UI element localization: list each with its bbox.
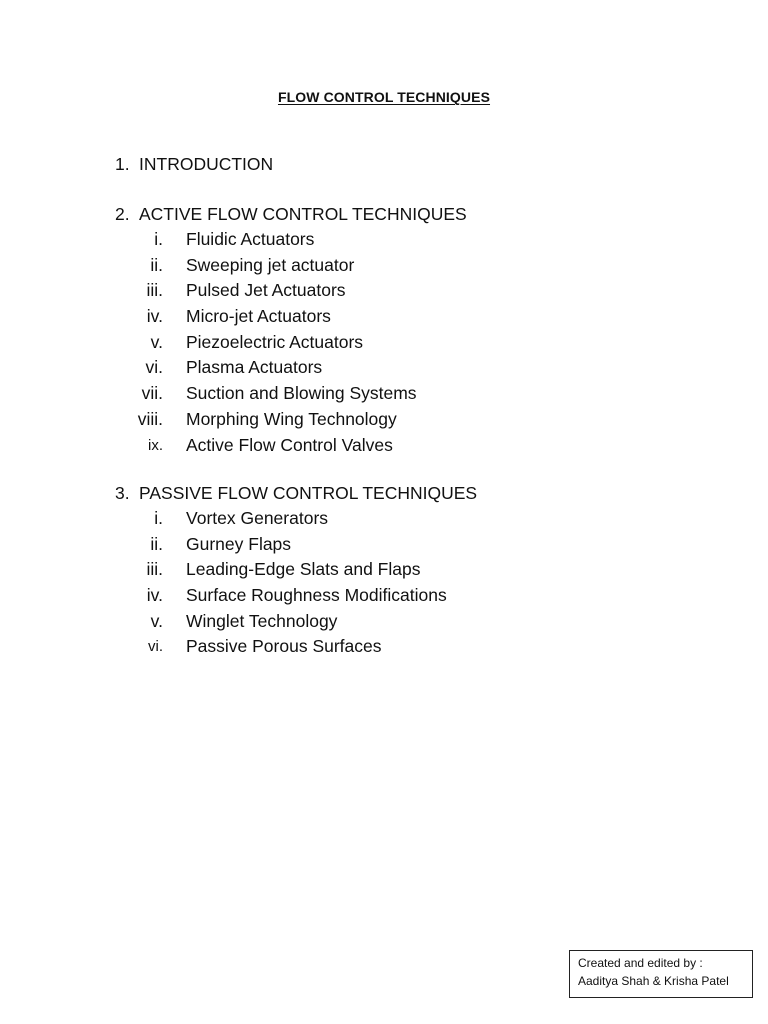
section-heading: [115, 480, 477, 506]
item-label: Piezoelectric Actuators: [186, 331, 364, 352]
item-label: Active Flow Control Valves: [186, 434, 393, 455]
item-numeral: iv.: [146, 306, 163, 327]
item-numeral: ii.: [150, 533, 163, 554]
item-numeral: ix.: [148, 436, 163, 454]
section-heading: [115, 151, 273, 177]
section-title: INTRODUCTION: [139, 154, 274, 174]
section-number: 1.: [115, 154, 130, 174]
item-numeral: i.: [154, 229, 163, 249]
item-label: Plasma Actuators: [186, 357, 323, 378]
item-label: Leading-Edge Slats and Flaps: [186, 559, 421, 580]
section-title: ACTIVE FLOW CONTROL TECHNIQUES: [139, 204, 467, 224]
item-numeral: iii.: [146, 559, 163, 580]
item-label: Micro-jet Actuators: [186, 306, 331, 327]
section-heading: [115, 201, 467, 227]
item-label: Suction and Blowing Systems: [186, 383, 417, 404]
item-numeral: iii.: [146, 280, 163, 301]
section-number: 2.: [115, 204, 130, 224]
item-numeral: vi.: [148, 638, 163, 656]
item-numeral: ii.: [150, 254, 163, 275]
credit-authors: Aaditya Shah & Krisha Patel: [578, 974, 729, 988]
item-numeral: iv.: [146, 585, 163, 606]
item-label: Sweeping jet actuator: [186, 254, 355, 275]
credit-line-1: Created and edited by :: [578, 956, 703, 970]
item-numeral: i.: [154, 508, 163, 528]
item-label: Vortex Generators: [186, 508, 329, 528]
item-label: Pulsed Jet Actuators: [186, 280, 346, 301]
section-title: PASSIVE FLOW CONTROL TECHNIQUES: [139, 483, 478, 503]
item-numeral: v.: [150, 331, 163, 352]
document-title: FLOW CONTROL TECHNIQUES: [277, 89, 491, 105]
item-label: Morphing Wing Technology: [186, 408, 397, 429]
item-numeral: vi.: [145, 357, 163, 378]
item-numeral: viii.: [137, 408, 163, 429]
section-number: 3.: [115, 483, 130, 503]
credit-box: [569, 950, 753, 998]
item-numeral: v.: [150, 610, 163, 631]
item-label: Passive Porous Surfaces: [186, 636, 382, 657]
item-numeral: vii.: [141, 383, 163, 404]
item-label: Surface Roughness Modifications: [186, 585, 447, 606]
item-label: Gurney Flaps: [186, 533, 292, 554]
item-label: Winglet Technology: [186, 610, 338, 631]
item-label: Fluidic Actuators: [186, 229, 315, 249]
